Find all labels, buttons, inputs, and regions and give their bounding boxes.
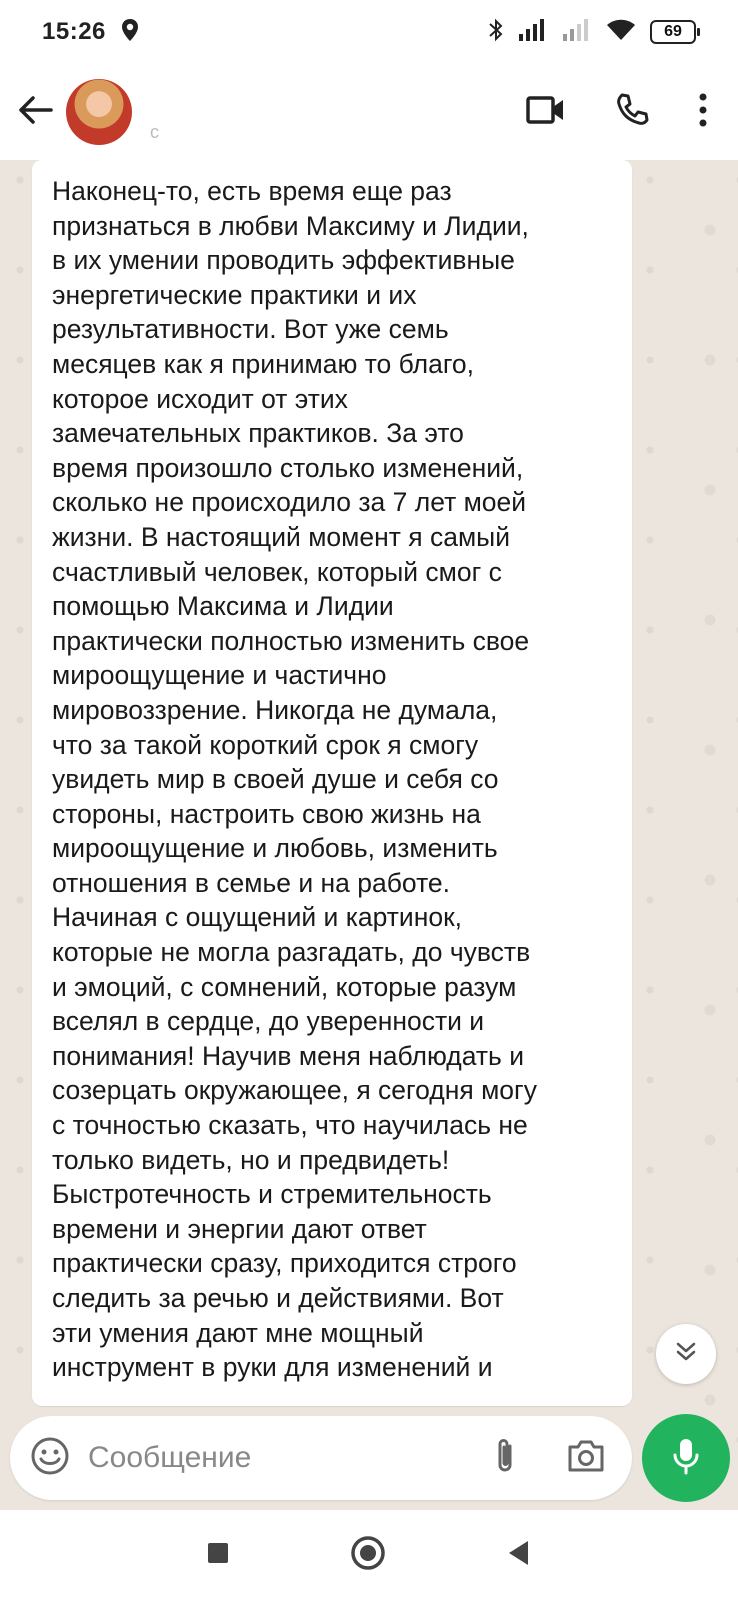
signal-weak-icon [562,18,592,47]
more-options-icon [698,93,708,132]
microphone-icon [671,1436,701,1481]
battery-indicator: 69 [650,20,696,44]
signal-icon [518,18,548,47]
voice-call-button[interactable] [614,92,650,133]
camera-icon [566,1461,606,1478]
chat-area[interactable] [0,160,738,1500]
contact-status: с [150,122,159,142]
back-nav-button[interactable] [506,1539,532,1572]
home-circle-icon [350,1558,386,1575]
square-icon [206,1552,230,1569]
status-bar [0,0,738,64]
message-input[interactable] [88,1441,468,1475]
emoji-icon [30,1463,70,1480]
back-arrow-icon [17,95,53,130]
camera-button[interactable] [566,1438,606,1479]
wifi-icon [606,18,636,47]
paperclip-icon [494,1463,516,1480]
contact-avatar[interactable] [66,79,132,145]
voice-call-icon [614,92,650,133]
back-button[interactable] [6,64,64,160]
double-chevron-down-icon [673,1339,699,1370]
bluetooth-icon [488,17,504,48]
home-button[interactable] [350,1535,386,1576]
contact-info[interactable] [150,77,470,147]
status-time: 15:26 [42,18,106,45]
more-options-button[interactable] [698,93,708,132]
triangle-back-icon [506,1554,532,1571]
message-text: Наконец-то, есть время еще раз признаться в любви Максиму и Лидии, в их умении проводить эффективные энергетические практики и их результативности. Вот уже семь месяцев как я принимаю то благо, которое исходит от этих замечательных практиков. За это время произошло столько изменений, сколько не происходило за 7 лет моей жизни. В настоящий момент я самый счастливый человек, который смог с помощью Максима и Лидии практически полностью изменить свое мироощущение и частично мировоззрение. Никогда не думала, что за такой короткий срок я смогу увидеть мир в своей душе и себя со стороны, настроить свою жизнь на мироощущение и любовь, изменить отношения в семье и на работе. Начиная с ощущений и картинок, которые не могла разгадать, до чувств и эмоций, с сомнений, которые разум вселял в сердце, до уверенности и понимания! Научив меня наблюдать и созерцать окружающее, я сегодня могу с точностью сказать, что научилась не только видеть, но и предвидеть! Быстротечность и стремительность времени и энергии дают ответ практически сразу, приходится строго следить за речью и действиями. Вот эти умения дают мне мощный инструмент в руки для изменений и [52,176,537,1383]
message-input-bar [10,1416,632,1500]
chat-header [0,64,738,160]
system-nav-bar [0,1510,738,1600]
message-bubble[interactable] [32,160,632,1406]
location-icon [120,18,140,47]
video-call-button[interactable] [526,95,566,130]
attach-button[interactable] [494,1436,516,1481]
recents-button[interactable] [206,1541,230,1570]
emoji-button[interactable] [30,1436,70,1481]
voice-message-button[interactable] [642,1414,730,1502]
video-call-icon [526,95,566,130]
scroll-to-bottom-button[interactable] [656,1324,716,1384]
